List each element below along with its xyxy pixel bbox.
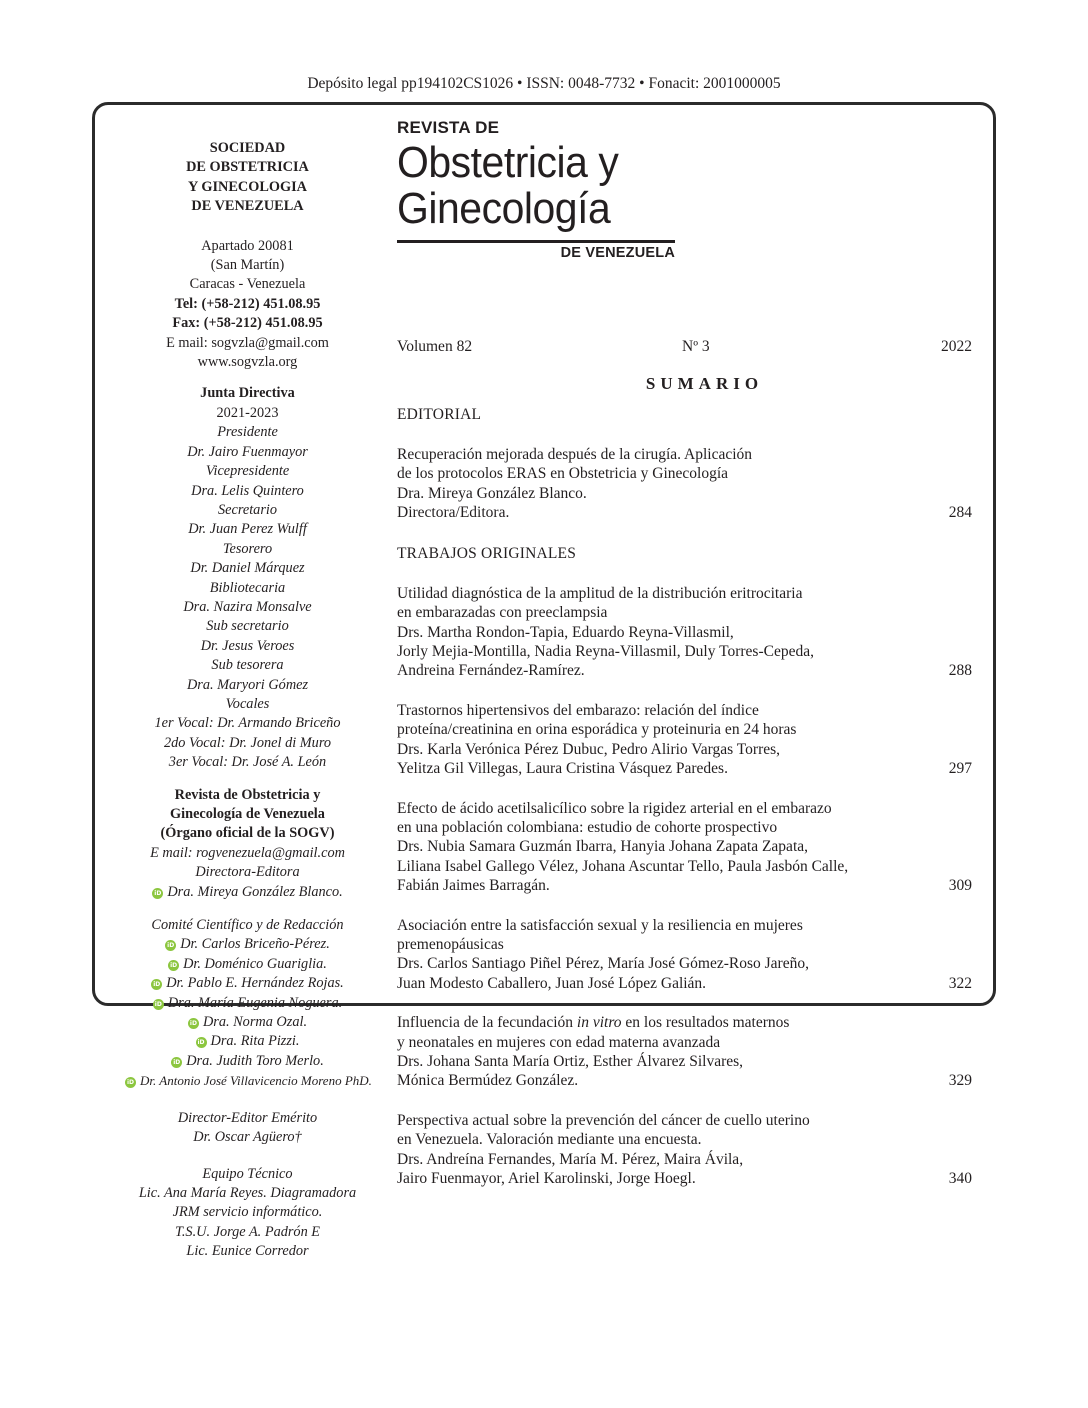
address-line: Fax: (+58-212) 451.08.95 <box>172 315 323 332</box>
article-line: Perspectiva actual sobre la prevención del cáncer de cuello uterino <box>397 1111 810 1129</box>
address-line: E mail: sogvzla@gmail.com <box>166 334 329 351</box>
italic-term: in vitro <box>576 1014 622 1032</box>
address-line: www.sogvzla.org <box>197 354 298 371</box>
article-line: y neonatales en mujeres con edad materna avanzada <box>397 1033 721 1051</box>
address-line: Caracas - Venezuela <box>189 276 306 293</box>
society-name-line: Y GINECOLOGIA <box>187 178 308 195</box>
editor-name-row <box>125 883 370 902</box>
article-line: Asociación entre la satisfacción sexual y la resiliencia en mujeres <box>397 916 803 934</box>
masthead <box>397 118 677 261</box>
article-line: en Venezuela. Valoración mediante una encuesta. <box>397 1131 702 1149</box>
orcid-icon[interactable]: iD <box>173 1058 181 1066</box>
comite-cientifico <box>125 916 370 1091</box>
orcid-icon[interactable]: iD <box>154 889 162 897</box>
equipo-member: JRM servicio informático. <box>172 1204 323 1221</box>
toc-article[interactable] <box>397 584 972 681</box>
article-line: Utilidad diagnóstica de la amplitud de la distribución eritrocitaria <box>397 584 803 602</box>
toc-article[interactable] <box>397 799 972 896</box>
article-line: Directora/Editora. <box>397 504 510 522</box>
article-line: Jorly Mejia-Montilla, Nadia Reyna-Villasmil, Duly Torres-Cepeda, <box>397 643 814 661</box>
equipo-tecnico <box>125 1165 370 1262</box>
article-line: Drs. Martha Rondon-Tapia, Eduardo Reyna-Villasmil, <box>397 623 734 641</box>
article-line: Mónica Bermúdez González. <box>397 1072 579 1090</box>
article-line: Juan Modesto Caballero, Juan José López Galián. <box>397 974 707 992</box>
left-column <box>125 139 370 1262</box>
comite-member-name: Dra. Rita Pizzi. <box>210 1033 300 1050</box>
orcid-icon[interactable]: iD <box>197 1039 205 1047</box>
revista-info <box>125 786 370 902</box>
article-line: proteína/creatinina en orina esporádica y proteinuria en 24 horas <box>397 721 797 739</box>
comite-member-name: Dra. Judith Toro Merlo. <box>186 1052 324 1069</box>
article-line: Andreina Fernández-Ramírez. <box>397 662 585 680</box>
article-line: Fabián Jaimes Barragán. <box>397 877 550 895</box>
article-line: Recuperación mejorada después de la cirugía. Aplicación <box>397 445 753 463</box>
article-line: de los protocolos ERAS en Obstetricia y Ginecología <box>397 465 729 483</box>
toc-article[interactable] <box>397 916 972 994</box>
vocal: 1er Vocal: Dr. Armando Briceño <box>154 715 341 732</box>
toc-article[interactable] <box>397 1013 972 1091</box>
comite-member <box>125 1032 370 1051</box>
toc-article[interactable] <box>397 701 972 779</box>
article-line: Dra. Mireya González Blanco. <box>397 484 587 502</box>
article-line: Influencia de la fecundación in vitro en los resultados maternos <box>397 1014 790 1032</box>
vocal: 2do Vocal: Dr. Jonel di Muro <box>163 734 332 751</box>
revista-email: E mail: rogvenezuela@gmail.com <box>150 844 345 861</box>
society-name-line: DE VENEZUELA <box>191 198 304 215</box>
society-address <box>125 237 370 373</box>
society-name-line: DE OBSTETRICIA <box>186 159 309 176</box>
masthead-title-1: Obstetricia y <box>397 138 619 187</box>
comite-member <box>125 935 370 954</box>
toc-article[interactable] <box>397 1111 972 1189</box>
comite-member-name: Dr. Pablo E. Hernández Rojas. <box>166 975 344 992</box>
editor-role: Directora-Editora <box>195 864 300 881</box>
address-line: Apartado 20081 <box>201 237 294 254</box>
article-line: Drs. Carlos Santiago Piñel Pérez, María José Gómez-Roso Jareño, <box>397 955 809 973</box>
article-page: 284 <box>948 504 972 522</box>
article-line: Drs. Nubia Samara Guzmán Ibarra, Hanyia Johana Zapata Zapata, <box>397 838 808 856</box>
section-title: EDITORIAL <box>397 406 482 424</box>
comite-member <box>125 1071 370 1090</box>
article-line: Trastornos hipertensivos del embarazo: relación del índice <box>397 701 759 719</box>
equipo-member: Lic. Ana María Reyes. Diagramadora <box>138 1184 357 1201</box>
address-line: Tel: (+58-212) 451.08.95 <box>174 295 321 312</box>
junta-title: Junta Directiva <box>200 385 295 402</box>
comite-member-name: Dra. María Eugenia Noguera. <box>167 994 343 1011</box>
section-title: TRABAJOS ORIGINALES <box>397 545 577 563</box>
masthead-rule <box>397 240 675 243</box>
article-line: premenopáusicas <box>397 935 504 953</box>
vocales-title: Vocales <box>225 695 270 712</box>
comite-member <box>125 974 370 993</box>
comite-member <box>125 955 370 974</box>
article-line: Drs. Karla Verónica Pérez Dubuc, Pedro Alirio Vargas Torres, <box>397 740 781 758</box>
article-page: 329 <box>948 1072 972 1090</box>
issue-number: Nº 3 <box>682 338 710 355</box>
article-page: 322 <box>948 974 972 992</box>
junta-member: Dra. Maryori Gómez <box>186 676 309 693</box>
issue-info <box>397 337 972 357</box>
article-page: 297 <box>948 760 972 778</box>
junta-role: Sub secretario <box>206 618 289 635</box>
junta-member: Dr. Jairo Fuenmayor <box>187 443 308 460</box>
revista-title-line: Revista de Obstetricia y <box>174 786 321 803</box>
junta-role: Secretario <box>217 501 278 518</box>
junta-role: Presidente <box>217 424 278 441</box>
masthead-post: DE VENEZUELA <box>560 245 675 261</box>
editor-name: Dra. Mireya González Blanco. <box>167 883 343 900</box>
junta-role: Tesorero <box>222 540 273 557</box>
junta-member: Dr. Juan Perez Wulff <box>188 521 307 538</box>
orcid-icon[interactable]: iD <box>167 942 175 950</box>
comite-member-name: Dr. Carlos Briceño-Pérez. <box>180 936 330 953</box>
equipo-title: Equipo Técnico <box>202 1165 293 1182</box>
junta-role: Sub tesorera <box>211 657 284 674</box>
comite-member <box>125 1052 370 1071</box>
comite-member-name: Dra. Norma Ozal. <box>202 1014 308 1031</box>
address-line: (San Martín) <box>210 257 285 274</box>
junta-years: 2021-2023 <box>216 404 279 421</box>
orcid-icon[interactable]: iD <box>154 1000 162 1008</box>
orcid-icon[interactable]: iD <box>153 981 161 989</box>
revista-title-line: (Órgano oficial de la SOGV) <box>160 825 335 842</box>
junta-member: Dr. Daniel Márquez <box>190 560 305 577</box>
society-name-line: SOCIEDAD <box>209 140 286 156</box>
article-line: en embarazadas con preeclampsia <box>397 604 608 622</box>
sumario-title: SUMARIO <box>645 374 764 393</box>
junta-member: Dr. Jesus Veroes <box>200 637 295 654</box>
issue-volume: Volumen 82 <box>397 338 473 355</box>
article-line: Jairo Fuenmayor, Ariel Karolinski, Jorge Hoegl. <box>397 1170 696 1187</box>
comite-member <box>125 994 370 1013</box>
editor-emerito <box>125 1109 370 1148</box>
table-of-contents <box>397 337 972 1188</box>
article-line: en una población colombiana: estudio de cohorte prospectivo <box>397 818 778 836</box>
article-line: Drs. Johana Santa María Ortiz, Esther Álvarez Silvares, <box>397 1052 744 1070</box>
equipo-member: Lic. Eunice Corredor <box>186 1243 309 1260</box>
article-line: Yelitza Gil Villegas, Laura Cristina Vásquez Paredes. <box>397 760 728 778</box>
junta-member: Dra. Nazira Monsalve <box>183 598 312 615</box>
junta-role: Vicepresidente <box>205 463 290 480</box>
junta-member: Dra. Lelis Quintero <box>191 482 304 499</box>
orcid-icon[interactable]: iD <box>170 961 178 969</box>
orcid-icon[interactable]: iD <box>189 1020 197 1028</box>
article-line: Efecto de ácido acetilsalicílico sobre la rigidez arterial en el embarazo <box>397 799 832 817</box>
orcid-icon[interactable]: iD <box>126 1079 135 1087</box>
vocal: 3er Vocal: Dr. José A. León <box>168 754 327 771</box>
article-page: 340 <box>948 1170 972 1187</box>
issue-year: 2022 <box>941 338 972 355</box>
equipo-member: T.S.U. Jorge A. Padrón E <box>174 1223 321 1240</box>
junta-directiva <box>125 384 370 772</box>
masthead-pre: REVISTA DE <box>397 118 500 137</box>
article-page: 288 <box>948 662 972 680</box>
emerito-name: Dr. Oscar Agüero† <box>193 1129 302 1146</box>
junta-role: Bibliotecaria <box>209 579 286 596</box>
comite-title: Comité Científico y de Redacción <box>151 917 344 934</box>
society-name <box>125 139 370 217</box>
toc-article[interactable] <box>397 445 972 523</box>
article-page: 309 <box>948 877 972 895</box>
article-line: Liliana Isabel Gallego Vélez, Johana Ascuntar Tello, Paula Jasbón Calle, <box>397 857 849 875</box>
comite-member <box>125 1013 370 1032</box>
deposit-line: Depósito legal pp194102CS1026 • ISSN: 0048-7732 • Fonacit: 2001000005 <box>307 75 781 92</box>
masthead-title-2: Ginecología <box>397 184 611 233</box>
revista-title-line: Ginecología de Venezuela <box>170 806 325 822</box>
comite-member-name: Dr. Doménico Guariglia. <box>183 955 327 972</box>
emerito-role: Director-Editor Emérito <box>177 1109 318 1126</box>
article-line: Drs. Andreína Fernandes, María M. Pérez, Maira Ávila, <box>397 1150 744 1168</box>
comite-member-name: Dr. Antonio José Villavicencio Moreno PhD. <box>140 1073 372 1089</box>
